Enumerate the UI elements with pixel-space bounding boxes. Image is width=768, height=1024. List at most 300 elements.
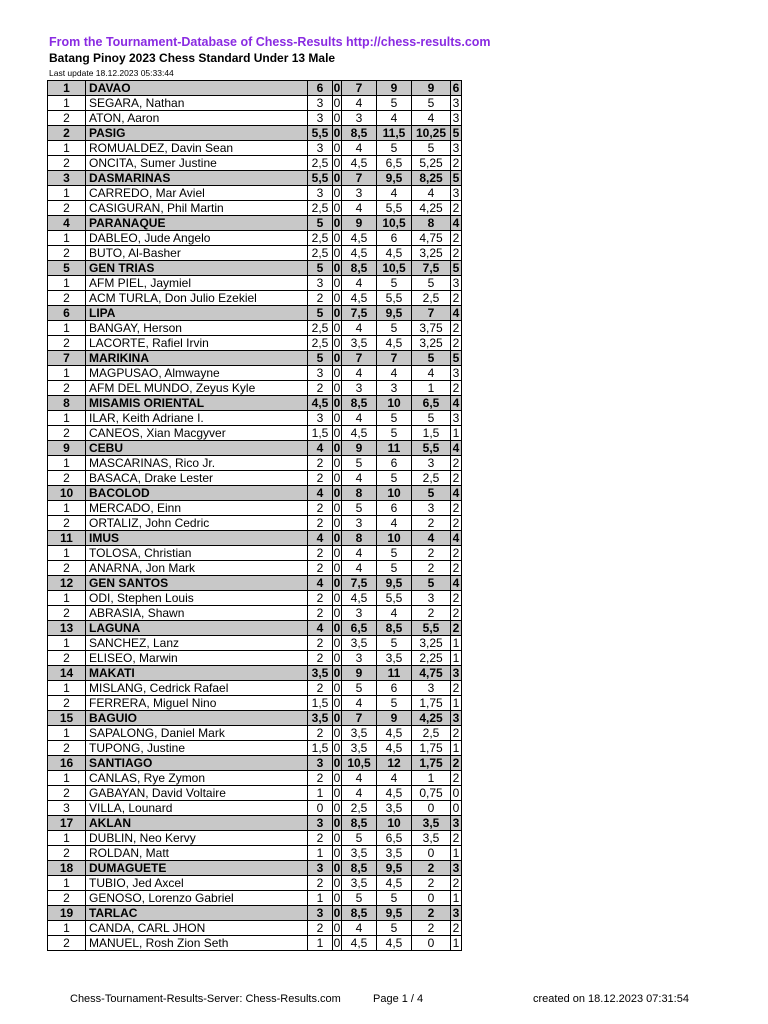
points-cell: 4 <box>308 441 333 456</box>
tb3-cell: 4 <box>412 366 451 381</box>
team-row <box>48 126 462 141</box>
tb2-cell: 5,5 <box>377 591 412 606</box>
points-cell: 6 <box>308 81 333 96</box>
tb2-cell: 10,5 <box>377 261 412 276</box>
points-cell: 2 <box>308 831 333 846</box>
name-cell: CANDA, CARL JHON <box>86 921 308 936</box>
rank-cell: 7 <box>48 351 86 366</box>
player-row <box>48 771 462 786</box>
zero-cell: 0 <box>333 530 341 545</box>
tb2-cell: 5 <box>377 426 412 441</box>
games-cell: 2 <box>451 516 462 531</box>
tb3-cell: 3 <box>412 456 451 471</box>
tb1-cell: 4 <box>342 411 377 426</box>
tb2-cell: 3,5 <box>377 651 412 666</box>
tb2-cell: 5 <box>377 921 412 936</box>
team-row <box>48 171 462 186</box>
tb1-cell: 5 <box>342 501 377 516</box>
player-row <box>48 456 462 471</box>
tb2-cell: 10,5 <box>377 216 412 231</box>
tb2-cell: 10 <box>377 396 412 411</box>
tb2-cell: 10 <box>377 816 412 831</box>
player-row <box>48 156 462 171</box>
points-cell: 3 <box>308 111 333 126</box>
games-cell: 1 <box>451 636 462 651</box>
player-row <box>48 876 462 891</box>
tb1-cell: 4 <box>342 546 377 561</box>
player-row <box>48 366 462 381</box>
rank-cell: 2 <box>48 471 86 486</box>
zero-cell: 0 <box>333 380 341 395</box>
tb1-cell: 3 <box>342 111 377 126</box>
tb2-cell: 5 <box>377 636 412 651</box>
team-row <box>48 861 462 876</box>
points-cell: 2 <box>308 921 333 936</box>
games-cell: 2 <box>451 606 462 621</box>
tb3-cell: 2,5 <box>412 726 451 741</box>
rank-cell: 2 <box>48 246 86 261</box>
zero-cell: 0 <box>333 875 341 890</box>
rank-cell: 2 <box>48 111 86 126</box>
zero-cell: 0 <box>333 620 341 635</box>
tb2-cell: 9,5 <box>377 306 412 321</box>
games-cell: 2 <box>451 681 462 696</box>
games-cell: 2 <box>451 831 462 846</box>
tb1-cell: 4,5 <box>342 426 377 441</box>
games-cell: 1 <box>451 891 462 906</box>
points-cell: 4 <box>308 531 333 546</box>
points-cell: 2 <box>308 456 333 471</box>
tb1-cell: 4,5 <box>342 936 377 951</box>
zero-cell: 0 <box>333 725 341 740</box>
tb3-cell: 4,25 <box>412 711 451 726</box>
player-row <box>48 831 462 846</box>
zero-cell: 0 <box>333 455 341 470</box>
tb3-cell: 5 <box>412 576 451 591</box>
tb1-cell: 4 <box>342 141 377 156</box>
tb2-cell: 4 <box>377 111 412 126</box>
rank-cell: 1 <box>48 771 86 786</box>
rank-cell: 13 <box>48 621 86 636</box>
tb3-cell: 1,75 <box>412 741 451 756</box>
zero-cell: 0 <box>333 680 341 695</box>
games-cell: 2 <box>451 246 462 261</box>
tb1-cell: 8 <box>342 486 377 501</box>
footer-created: created on 18.12.2023 07:31:54 <box>533 993 689 1005</box>
tb2-cell: 6 <box>377 456 412 471</box>
points-cell: 2 <box>308 471 333 486</box>
tb2-cell: 5 <box>377 696 412 711</box>
player-row <box>48 321 462 336</box>
points-cell: 2,5 <box>308 246 333 261</box>
games-cell: 1 <box>451 426 462 441</box>
name-cell: AFM DEL MUNDO, Zeyus Kyle <box>86 381 308 396</box>
name-cell: PASIG <box>86 126 308 141</box>
tb1-cell: 4 <box>342 276 377 291</box>
tb1-cell: 3,5 <box>342 636 377 651</box>
tb2-cell: 4,5 <box>377 786 412 801</box>
tb2-cell: 6,5 <box>377 831 412 846</box>
zero-cell: 0 <box>333 335 341 350</box>
tb2-cell: 5 <box>377 321 412 336</box>
player-row <box>48 411 462 426</box>
tb2-cell: 5 <box>377 891 412 906</box>
player-row <box>48 696 462 711</box>
name-cell: CANLAS, Rye Zymon <box>86 771 308 786</box>
player-row <box>48 921 462 936</box>
tb1-cell: 3 <box>342 381 377 396</box>
points-cell: 2,5 <box>308 156 333 171</box>
tb3-cell: 2 <box>412 561 451 576</box>
player-row <box>48 846 462 861</box>
rank-cell: 19 <box>48 906 86 921</box>
zero-cell: 0 <box>333 230 341 245</box>
rank-cell: 18 <box>48 861 86 876</box>
games-cell: 1 <box>451 846 462 861</box>
tb2-cell: 5 <box>377 411 412 426</box>
rank-cell: 1 <box>48 681 86 696</box>
player-row <box>48 936 462 951</box>
zero-cell: 0 <box>333 605 341 620</box>
tb3-cell: 3,25 <box>412 636 451 651</box>
tb3-cell: 5 <box>412 351 451 366</box>
zero-cell: 0 <box>333 260 341 275</box>
last-update: Last update 18.12.2023 05:33:44 <box>49 68 174 78</box>
games-cell: 2 <box>451 471 462 486</box>
zero-cell: 0 <box>333 320 341 335</box>
rank-cell: 1 <box>48 546 86 561</box>
points-cell: 2 <box>308 651 333 666</box>
tb1-cell: 4 <box>342 321 377 336</box>
player-row <box>48 606 462 621</box>
name-cell: BANGAY, Herson <box>86 321 308 336</box>
zero-cell: 0 <box>333 575 341 590</box>
tb2-cell: 10 <box>377 531 412 546</box>
rank-cell: 11 <box>48 531 86 546</box>
rank-cell: 12 <box>48 576 86 591</box>
points-cell: 3 <box>308 411 333 426</box>
points-cell: 2 <box>308 516 333 531</box>
games-cell: 4 <box>451 531 462 546</box>
rank-cell: 2 <box>48 651 86 666</box>
tb3-cell: 1,75 <box>412 696 451 711</box>
games-cell: 1 <box>451 741 462 756</box>
rank-cell: 1 <box>48 921 86 936</box>
games-cell: 2 <box>451 621 462 636</box>
tb2-cell: 5 <box>377 96 412 111</box>
points-cell: 2,5 <box>308 201 333 216</box>
player-row <box>48 231 462 246</box>
rank-cell: 1 <box>48 456 86 471</box>
games-cell: 5 <box>451 171 462 186</box>
rank-cell: 1 <box>48 141 86 156</box>
tb3-cell: 3,5 <box>412 816 451 831</box>
tb1-cell: 4,5 <box>342 291 377 306</box>
tb3-cell: 7,5 <box>412 261 451 276</box>
points-cell: 1,5 <box>308 426 333 441</box>
name-cell: IMUS <box>86 531 308 546</box>
name-cell: MISAMIS ORIENTAL <box>86 396 308 411</box>
tb1-cell: 10,5 <box>342 756 377 771</box>
name-cell: ROMUALDEZ, Davin Sean <box>86 141 308 156</box>
tb2-cell: 11 <box>377 666 412 681</box>
name-cell: GABAYAN, David Voltaire <box>86 786 308 801</box>
tb1-cell: 6,5 <box>342 621 377 636</box>
tb3-cell: 5,5 <box>412 621 451 636</box>
player-row <box>48 636 462 651</box>
team-row <box>48 531 462 546</box>
name-cell: SEGARA, Nathan <box>86 96 308 111</box>
tb3-cell: 4,25 <box>412 201 451 216</box>
team-row <box>48 666 462 681</box>
name-cell: DUBLIN, Neo Kervy <box>86 831 308 846</box>
rank-cell: 8 <box>48 396 86 411</box>
team-row <box>48 81 462 96</box>
zero-cell: 0 <box>333 830 341 845</box>
rank-cell: 17 <box>48 816 86 831</box>
rank-cell: 2 <box>48 201 86 216</box>
tb2-cell: 4,5 <box>377 246 412 261</box>
zero-cell: 0 <box>333 785 341 800</box>
points-cell: 3 <box>308 276 333 291</box>
tb3-cell: 2,5 <box>412 471 451 486</box>
rank-cell: 2 <box>48 561 86 576</box>
tb3-cell: 5 <box>412 411 451 426</box>
player-row <box>48 546 462 561</box>
tb1-cell: 9 <box>342 441 377 456</box>
points-cell: 3 <box>308 861 333 876</box>
tb1-cell: 8 <box>342 531 377 546</box>
games-cell: 5 <box>451 351 462 366</box>
team-row <box>48 441 462 456</box>
name-cell: ELISEO, Marwin <box>86 651 308 666</box>
tb3-cell: 4 <box>412 111 451 126</box>
name-cell: GEN SANTOS <box>86 576 308 591</box>
tb2-cell: 11 <box>377 441 412 456</box>
tb3-cell: 5 <box>412 96 451 111</box>
zero-cell: 0 <box>333 440 341 455</box>
games-cell: 2 <box>451 231 462 246</box>
points-cell: 5 <box>308 306 333 321</box>
zero-cell: 0 <box>333 695 341 710</box>
tb1-cell: 7 <box>342 171 377 186</box>
tb2-cell: 12 <box>377 756 412 771</box>
tb3-cell: 3,25 <box>412 336 451 351</box>
zero-cell: 0 <box>333 755 341 770</box>
games-cell: 1 <box>451 936 462 951</box>
games-cell: 6 <box>451 81 462 96</box>
points-cell: 3 <box>308 816 333 831</box>
name-cell: AFM PIEL, Jaymiel <box>86 276 308 291</box>
games-cell: 4 <box>451 216 462 231</box>
tb2-cell: 11,5 <box>377 126 412 141</box>
rank-cell: 9 <box>48 441 86 456</box>
tb2-cell: 5 <box>377 471 412 486</box>
games-cell: 2 <box>451 456 462 471</box>
name-cell: FERRERA, Miguel Nino <box>86 696 308 711</box>
points-cell: 5 <box>308 216 333 231</box>
zero-cell: 0 <box>333 545 341 560</box>
tb3-cell: 5 <box>412 141 451 156</box>
name-cell: ODI, Stephen Louis <box>86 591 308 606</box>
name-cell: LACORTE, Rafiel Irvin <box>86 336 308 351</box>
points-cell: 1,5 <box>308 741 333 756</box>
rank-cell: 2 <box>48 426 86 441</box>
tb2-cell: 5 <box>377 276 412 291</box>
games-cell: 5 <box>451 126 462 141</box>
tb3-cell: 10,25 <box>412 126 451 141</box>
name-cell: VILLA, Lounard <box>86 801 308 816</box>
name-cell: DAVAO <box>86 81 308 96</box>
points-cell: 1 <box>308 936 333 951</box>
tb3-cell: 5 <box>412 276 451 291</box>
zero-cell: 0 <box>333 185 341 200</box>
player-row <box>48 96 462 111</box>
zero-cell: 0 <box>333 290 341 305</box>
zero-cell: 0 <box>333 200 341 215</box>
rank-cell: 5 <box>48 261 86 276</box>
player-row <box>48 246 462 261</box>
team-row <box>48 756 462 771</box>
games-cell: 5 <box>451 261 462 276</box>
games-cell: 3 <box>451 906 462 921</box>
player-row <box>48 201 462 216</box>
games-cell: 2 <box>451 201 462 216</box>
footer-page: Page 1 / 4 <box>373 993 424 1005</box>
zero-cell: 0 <box>333 815 341 830</box>
points-cell: 3 <box>308 366 333 381</box>
name-cell: CARREDO, Mar Aviel <box>86 186 308 201</box>
tb1-cell: 8,5 <box>342 906 377 921</box>
name-cell: BAGUIO <box>86 711 308 726</box>
tb3-cell: 3,5 <box>412 831 451 846</box>
games-cell: 2 <box>451 771 462 786</box>
tb1-cell: 5 <box>342 681 377 696</box>
source-link[interactable]: From the Tournament-Database of Chess-Results http://chess-results.com <box>49 35 491 49</box>
tb3-cell: 3,75 <box>412 321 451 336</box>
player-row <box>48 591 462 606</box>
zero-cell: 0 <box>333 740 341 755</box>
tb2-cell: 4 <box>377 516 412 531</box>
results-table <box>47 80 462 951</box>
rank-cell: 1 <box>48 876 86 891</box>
zero-cell: 0 <box>333 515 341 530</box>
games-cell: 2 <box>451 756 462 771</box>
games-cell: 3 <box>451 861 462 876</box>
games-cell: 3 <box>451 186 462 201</box>
tb2-cell: 8,5 <box>377 621 412 636</box>
tb3-cell: 3,25 <box>412 246 451 261</box>
name-cell: MISLANG, Cedrick Rafael <box>86 681 308 696</box>
games-cell: 4 <box>451 306 462 321</box>
zero-cell: 0 <box>333 860 341 875</box>
name-cell: MAKATI <box>86 666 308 681</box>
tb2-cell: 4,5 <box>377 936 412 951</box>
zero-cell: 0 <box>333 110 341 125</box>
rank-cell: 2 <box>48 126 86 141</box>
tb1-cell: 4 <box>342 471 377 486</box>
player-row <box>48 186 462 201</box>
points-cell: 2 <box>308 501 333 516</box>
name-cell: TOLOSA, Christian <box>86 546 308 561</box>
points-cell: 2 <box>308 381 333 396</box>
points-cell: 2 <box>308 726 333 741</box>
player-row <box>48 141 462 156</box>
zero-cell: 0 <box>333 305 341 320</box>
name-cell: ILAR, Keith Adriane I. <box>86 411 308 426</box>
zero-cell: 0 <box>333 665 341 680</box>
zero-cell: 0 <box>333 155 341 170</box>
rank-cell: 2 <box>48 156 86 171</box>
rank-cell: 2 <box>48 846 86 861</box>
games-cell: 3 <box>451 666 462 681</box>
tb1-cell: 4 <box>342 921 377 936</box>
games-cell: 0 <box>451 786 462 801</box>
rank-cell: 1 <box>48 96 86 111</box>
tb3-cell: 2 <box>412 861 451 876</box>
tb1-cell: 7,5 <box>342 576 377 591</box>
player-row <box>48 336 462 351</box>
name-cell: PARANAQUE <box>86 216 308 231</box>
player-row <box>48 516 462 531</box>
player-row <box>48 801 462 816</box>
zero-cell: 0 <box>333 800 341 815</box>
team-row <box>48 351 462 366</box>
points-cell: 4 <box>308 621 333 636</box>
player-row <box>48 291 462 306</box>
tb3-cell: 1,5 <box>412 426 451 441</box>
points-cell: 5 <box>308 261 333 276</box>
tb2-cell: 5 <box>377 561 412 576</box>
points-cell: 1,5 <box>308 696 333 711</box>
tb2-cell: 4 <box>377 606 412 621</box>
tb3-cell: 2,5 <box>412 291 451 306</box>
zero-cell: 0 <box>333 275 341 290</box>
player-row <box>48 111 462 126</box>
player-row <box>48 381 462 396</box>
tb1-cell: 4,5 <box>342 591 377 606</box>
tb3-cell: 1 <box>412 381 451 396</box>
tb1-cell: 4,5 <box>342 156 377 171</box>
player-row <box>48 501 462 516</box>
tb2-cell: 3 <box>377 381 412 396</box>
games-cell: 4 <box>451 396 462 411</box>
tb3-cell: 9 <box>412 81 451 96</box>
tb1-cell: 3 <box>342 651 377 666</box>
points-cell: 2 <box>308 546 333 561</box>
name-cell: ACM TURLA, Don Julio Ezekiel <box>86 291 308 306</box>
games-cell: 2 <box>451 381 462 396</box>
name-cell: DASMARINAS <box>86 171 308 186</box>
zero-cell: 0 <box>333 560 341 575</box>
tb2-cell: 4 <box>377 771 412 786</box>
games-cell: 2 <box>451 546 462 561</box>
name-cell: DABLEO, Jude Angelo <box>86 231 308 246</box>
tb3-cell: 0,75 <box>412 786 451 801</box>
zero-cell: 0 <box>333 920 341 935</box>
points-cell: 2 <box>308 876 333 891</box>
games-cell: 3 <box>451 111 462 126</box>
games-cell: 3 <box>451 96 462 111</box>
tb3-cell: 0 <box>412 846 451 861</box>
zero-cell: 0 <box>333 125 341 140</box>
tb3-cell: 3 <box>412 501 451 516</box>
rank-cell: 1 <box>48 321 86 336</box>
name-cell: ANARNA, Jon Mark <box>86 561 308 576</box>
games-cell: 2 <box>451 561 462 576</box>
zero-cell: 0 <box>333 245 341 260</box>
player-row <box>48 471 462 486</box>
